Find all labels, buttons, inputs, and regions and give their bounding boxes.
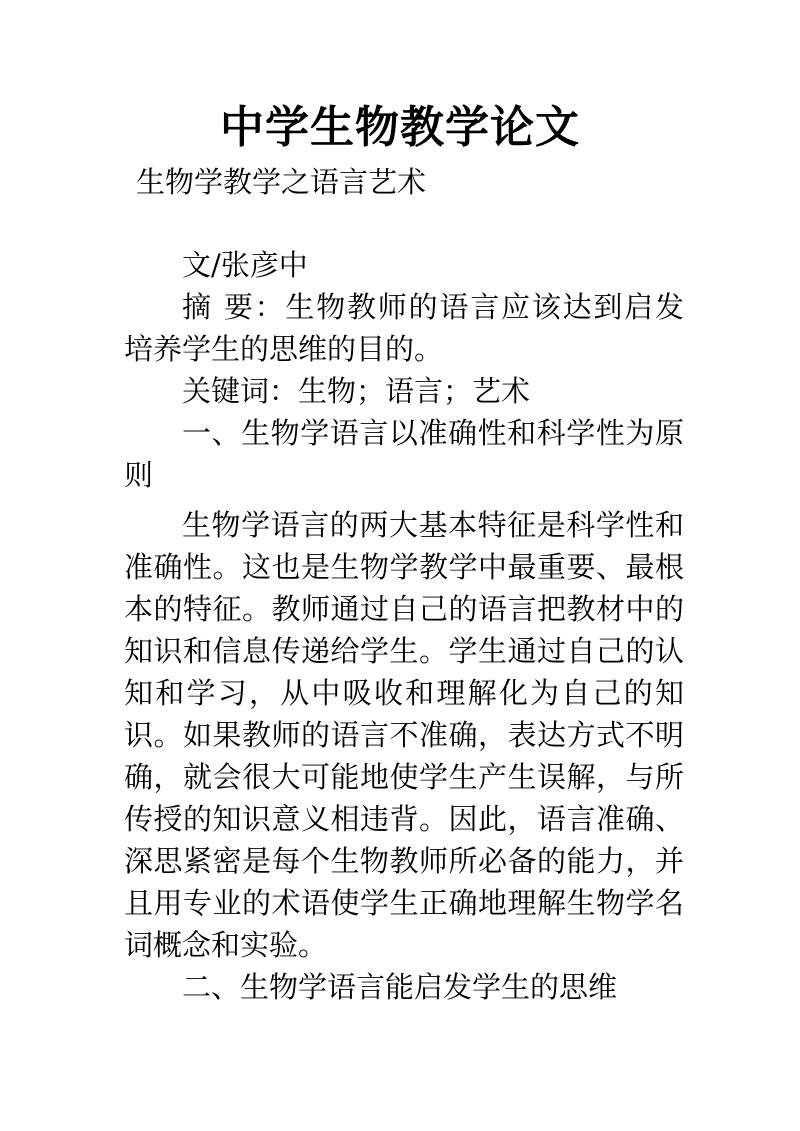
- document-title: 中学生物教学论文: [220, 102, 580, 153]
- author-line: 文/张彦中: [182, 248, 308, 282]
- abstract-paragraph: 摘 要：生物教师的语言应该达到启发培养学生的思维的目的。: [124, 290, 684, 366]
- section-heading-2: 二、生物学语言能启发学生的思维: [182, 970, 618, 1004]
- section-heading-1: 一、生物学语言以准确性和科学性为原则: [124, 416, 684, 492]
- document-body: [124, 244, 684, 1008]
- body-paragraph: 生物学语言的两大基本特征是科学性和准确性。这也是生物学教学中最重要、最根本的特征。教师通过自己的语言把教材中的知识和信息传递给学生。学生通过自己的认知和学习，从中吸收和理解化为自己的知识。如果教师的语言不准确，表达方式不明确，就会很大可能地使学生产生误解，与所传授的知识意义相违背。因此，语言准确、深思紧密是每个生物教师所必备的能力，并且用专业的术语使学生正确地理解生物学名词概念和实验。: [124, 508, 684, 962]
- document-subtitle: 生物学教学之语言艺术: [136, 165, 427, 199]
- keywords-line: 关键词：生物；语言；艺术: [182, 374, 531, 408]
